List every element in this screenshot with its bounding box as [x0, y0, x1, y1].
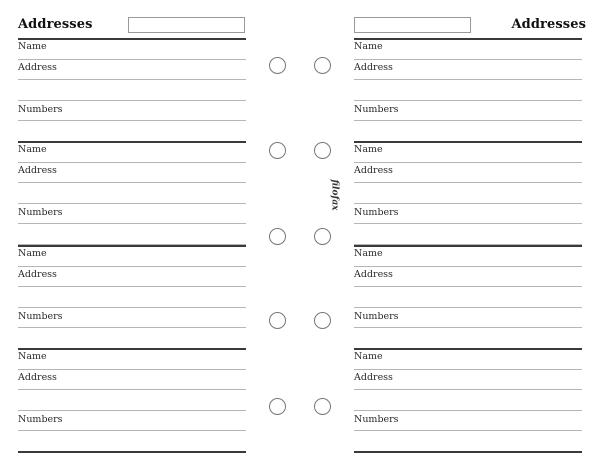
name-label: Name — [354, 351, 383, 362]
binder-hole — [269, 57, 286, 74]
writing-line[interactable] — [354, 223, 582, 224]
page-header — [18, 0, 246, 38]
writing-line[interactable] — [354, 286, 582, 287]
numbers-label: Numbers — [18, 414, 63, 425]
binder-hole — [314, 398, 331, 415]
numbers-label: Numbers — [354, 414, 399, 425]
writing-line[interactable] — [18, 327, 246, 328]
writing-line[interactable] — [18, 286, 246, 287]
writing-line[interactable] — [18, 162, 246, 163]
entry-divider — [18, 348, 246, 350]
writing-line[interactable] — [18, 223, 246, 224]
address-label: Address — [18, 62, 57, 73]
address-label: Address — [18, 269, 57, 280]
writing-line[interactable] — [18, 266, 246, 267]
writing-line[interactable] — [354, 430, 582, 431]
page-title: Addresses — [18, 17, 93, 32]
name-label: Name — [18, 41, 47, 52]
page-bottom-rule — [18, 451, 246, 453]
writing-line[interactable] — [354, 79, 582, 80]
entry-divider — [354, 38, 582, 40]
writing-line[interactable] — [354, 266, 582, 267]
writing-line[interactable] — [354, 182, 582, 183]
name-label: Name — [354, 144, 383, 155]
writing-line[interactable] — [18, 389, 246, 390]
writing-line[interactable] — [354, 100, 582, 101]
writing-line[interactable] — [18, 120, 246, 121]
writing-line[interactable] — [18, 410, 246, 411]
right-address-page — [354, 0, 586, 471]
index-tab-field[interactable] — [354, 17, 471, 33]
numbers-label: Numbers — [354, 104, 399, 115]
writing-line[interactable] — [354, 59, 582, 60]
writing-line[interactable] — [18, 100, 246, 101]
entry-divider — [354, 141, 582, 143]
writing-line[interactable] — [354, 120, 582, 121]
left-address-page — [18, 0, 246, 471]
writing-line[interactable] — [354, 410, 582, 411]
name-label: Name — [18, 248, 47, 259]
index-tab-field[interactable] — [128, 17, 245, 33]
writing-line[interactable] — [18, 203, 246, 204]
page-bottom-rule — [354, 451, 582, 453]
name-label: Name — [354, 41, 383, 52]
binder-hole — [314, 57, 331, 74]
writing-line[interactable] — [18, 307, 246, 308]
numbers-label: Numbers — [354, 311, 399, 322]
brand-logo: filofax — [329, 179, 340, 211]
writing-line[interactable] — [354, 307, 582, 308]
entry-divider — [354, 245, 582, 247]
writing-line[interactable] — [18, 182, 246, 183]
name-label: Name — [18, 144, 47, 155]
writing-line[interactable] — [18, 369, 246, 370]
numbers-label: Numbers — [18, 207, 63, 218]
writing-line[interactable] — [354, 203, 582, 204]
page-title: Addresses — [511, 17, 586, 32]
writing-line[interactable] — [354, 162, 582, 163]
binder-hole — [269, 312, 286, 329]
writing-line[interactable] — [18, 79, 246, 80]
address-label: Address — [354, 62, 393, 73]
binder-hole — [314, 228, 331, 245]
address-label: Address — [354, 165, 393, 176]
binder-hole — [314, 142, 331, 159]
address-label: Address — [18, 372, 57, 383]
entry-divider — [18, 141, 246, 143]
entry-divider — [18, 245, 246, 247]
address-label: Address — [354, 372, 393, 383]
name-label: Name — [18, 351, 47, 362]
writing-line[interactable] — [354, 389, 582, 390]
writing-line[interactable] — [354, 369, 582, 370]
numbers-label: Numbers — [18, 104, 63, 115]
binder-hole — [269, 398, 286, 415]
binder-hole — [314, 312, 331, 329]
page-header — [354, 0, 586, 38]
name-label: Name — [354, 248, 383, 259]
writing-line[interactable] — [18, 430, 246, 431]
writing-line[interactable] — [18, 59, 246, 60]
address-label: Address — [354, 269, 393, 280]
binder-hole — [269, 228, 286, 245]
numbers-label: Numbers — [18, 311, 63, 322]
entry-divider — [18, 38, 246, 40]
address-label: Address — [18, 165, 57, 176]
writing-line[interactable] — [354, 327, 582, 328]
binder-hole — [269, 142, 286, 159]
numbers-label: Numbers — [354, 207, 399, 218]
entry-divider — [354, 348, 582, 350]
